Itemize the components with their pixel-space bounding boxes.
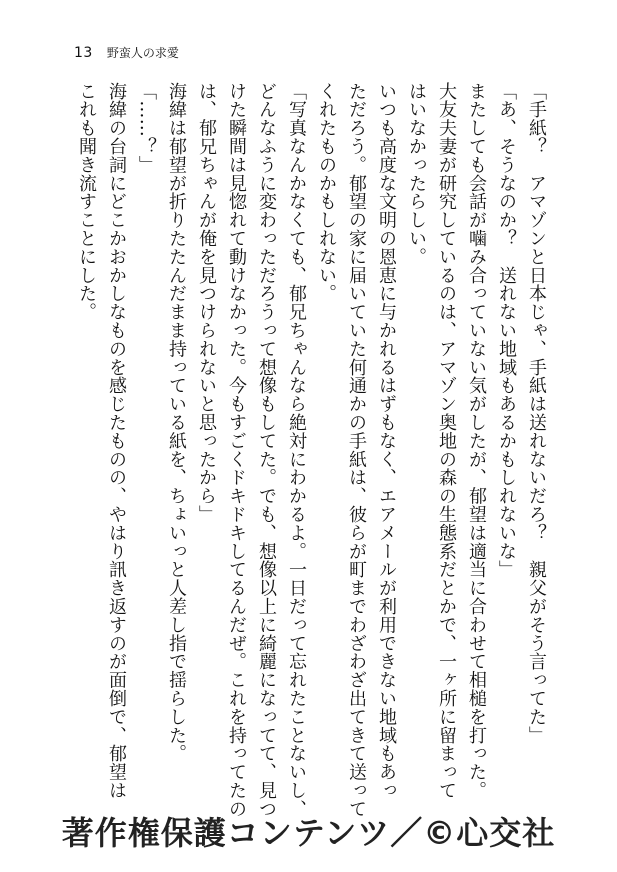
body-text (65, 82, 551, 818)
running-title: 野蛮人の求愛 (106, 46, 179, 60)
text-line: いつも高度な文明の恩恵に与かれるはずもなく、エアメールが利用できない地域もあっ (376, 82, 397, 800)
text-line: どんなふうに変わっただろうって想像もしてた。でも、想像以上に綺麗になってて、見つ (256, 82, 277, 818)
text-line: 「あ、そうなのか？ 送れない地域もあるかもしれないな」 (496, 82, 517, 579)
text-line: またしても会話が噛み合っていない気がしたが、郁望は適当に合わせて相槌を打った。 (466, 82, 487, 800)
text-line: は、郁兄ちゃんが俺を見つけられないと思ったから」 (196, 82, 217, 524)
copyright-watermark: 著作権保護コンテンツ／©心交社 (61, 814, 556, 852)
text-line: 海緯の台詞にどこかおかしなものを感じたものの、やはり訊き返すのが面倒で、郁望は (106, 82, 127, 800)
text-line: 「写真なんかなくても、郁兄ちゃんなら絶対にわかるよ。一日だって忘れたことないし、 (286, 82, 307, 818)
text-line: 大友夫妻が研究しているのは、アマゾン奥地の森の生態系だとかで、一ヶ所に留まって (436, 82, 457, 800)
page-number: 13 (74, 45, 93, 61)
text-line: はいなかったらしい。 (406, 82, 427, 266)
text-line: ただろう。郁望の家に届いていた何通かの手紙は、彼らが町までわざわざ出てきて送って (346, 82, 367, 818)
text-line: けた瞬間は見惚れて動けなかった。今もすごくドキドキしてるんだぜ。これを持ってたの (226, 82, 247, 818)
text-line: 海緯は郁望が折りたたんだまま持っている紙を、ちょいっと人差し指で揺らした。 (166, 82, 187, 763)
text-line: 「手紙？ アマゾンと日本じゃ、手紙は送れないだろ？ 親父がそう言ってた」 (526, 82, 547, 745)
text-line: これも聞き流すことにした。 (76, 82, 97, 322)
text-line: くれたものかもしれない。 (316, 82, 337, 303)
text-line: 「……？」 (136, 82, 157, 174)
page-header (74, 44, 179, 62)
